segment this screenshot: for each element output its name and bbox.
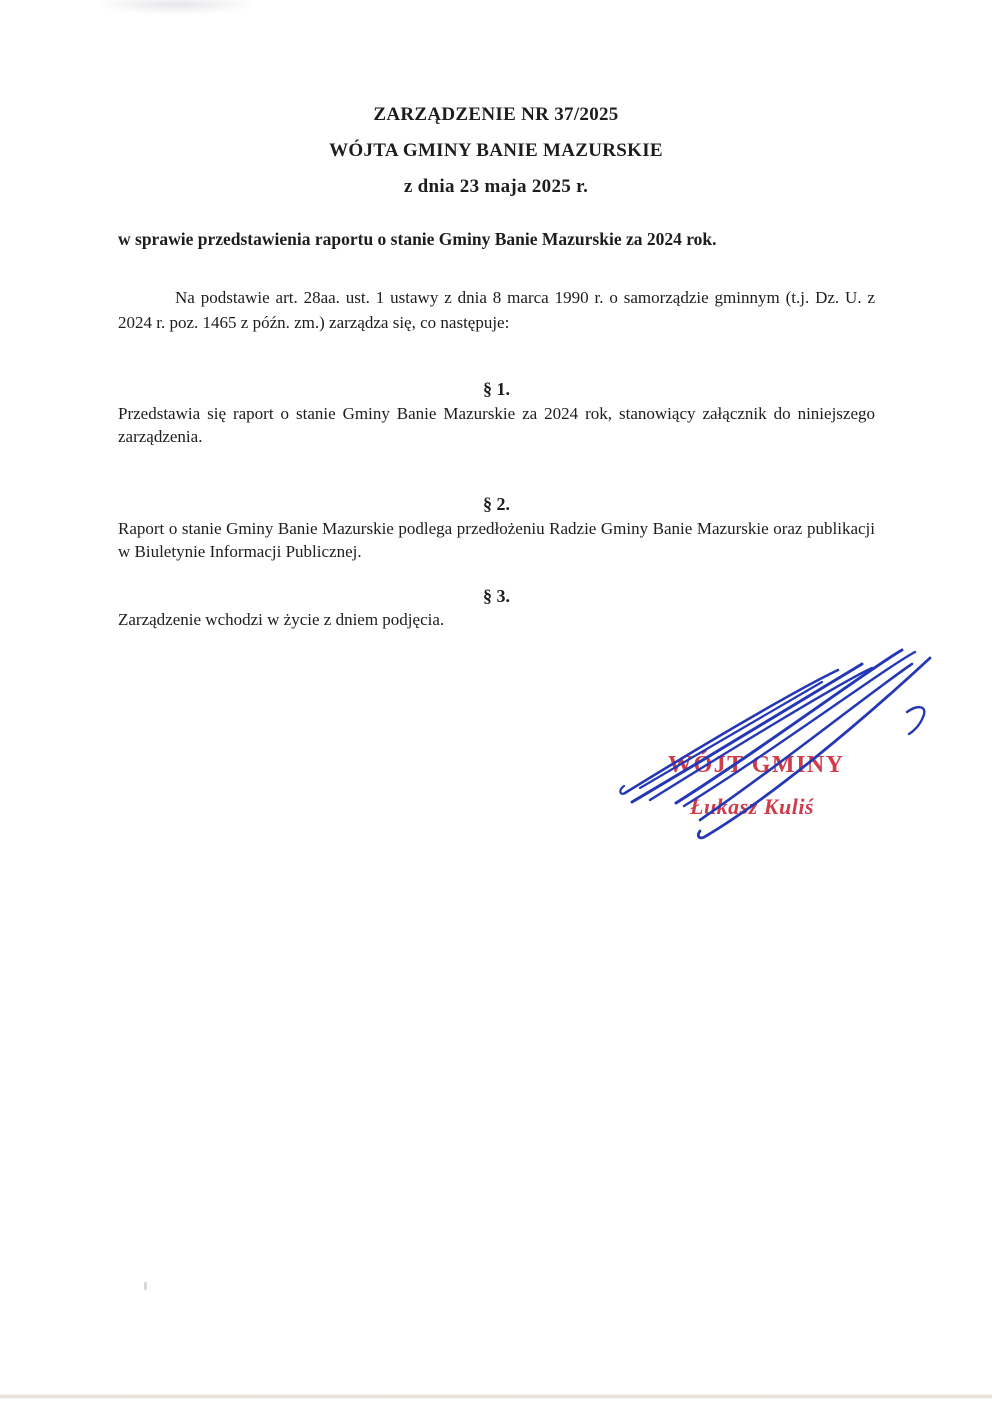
signature-stroke xyxy=(676,650,902,803)
section-1-body: Przedstawia się raport o stanie Gminy Banie Mazurskie za 2024 rok, stanowiący załącznik do niniejszego zarządzenia. xyxy=(118,404,875,446)
signature-stroke xyxy=(650,668,872,800)
section-2-body: Raport o stanie Gminy Banie Mazurskie podlega przedłożeniu Radzie Gminy Banie Mazurskie oraz publikacji w Biuletynie Informacji Publicznej. xyxy=(118,519,875,561)
document-title-date: z dnia 23 maja 2025 r. xyxy=(403,176,589,197)
scan-smudge xyxy=(100,0,270,16)
scan-speck xyxy=(144,1282,147,1290)
signature-stroke xyxy=(684,652,915,806)
document-subject: w sprawie przedstawienia raportu o stanie Gminy Banie Mazurskie za 2024 rok. xyxy=(118,229,717,249)
signature-flourish xyxy=(907,707,924,734)
document-title-block xyxy=(0,97,992,205)
section-1-heading: § 1. xyxy=(483,379,510,399)
section-3-heading: § 3. xyxy=(483,586,510,606)
section-2-heading: § 2. xyxy=(483,494,510,514)
section-3-body: Zarządzenie wchodzi w życie z dniem podjęcia. xyxy=(118,610,445,629)
signature-stroke xyxy=(620,786,625,794)
stamp-signer-name: Łukasz Kuliś xyxy=(690,794,814,819)
page-bottom-scan-edge xyxy=(0,1394,992,1399)
document-title-number: ZARZĄDZENIE NR 37/2025 xyxy=(373,104,619,125)
signature-stroke xyxy=(632,664,862,802)
stamp-office-title: WÓJT GMINY xyxy=(668,752,845,778)
document-title-authority: WÓJTA GMINY BANIE MAZURSKIE xyxy=(329,140,663,161)
legal-basis-paragraph: Na podstawie art. 28aa. ust. 1 ustawy z dnia 8 marca 1990 r. o samorządzie gminnym (t.j. Dz. U. z 2024 r. poz. 1465 z późn. zm.) zarządza się, co następuje: xyxy=(118,288,875,332)
handwritten-signature-icon xyxy=(610,638,950,853)
